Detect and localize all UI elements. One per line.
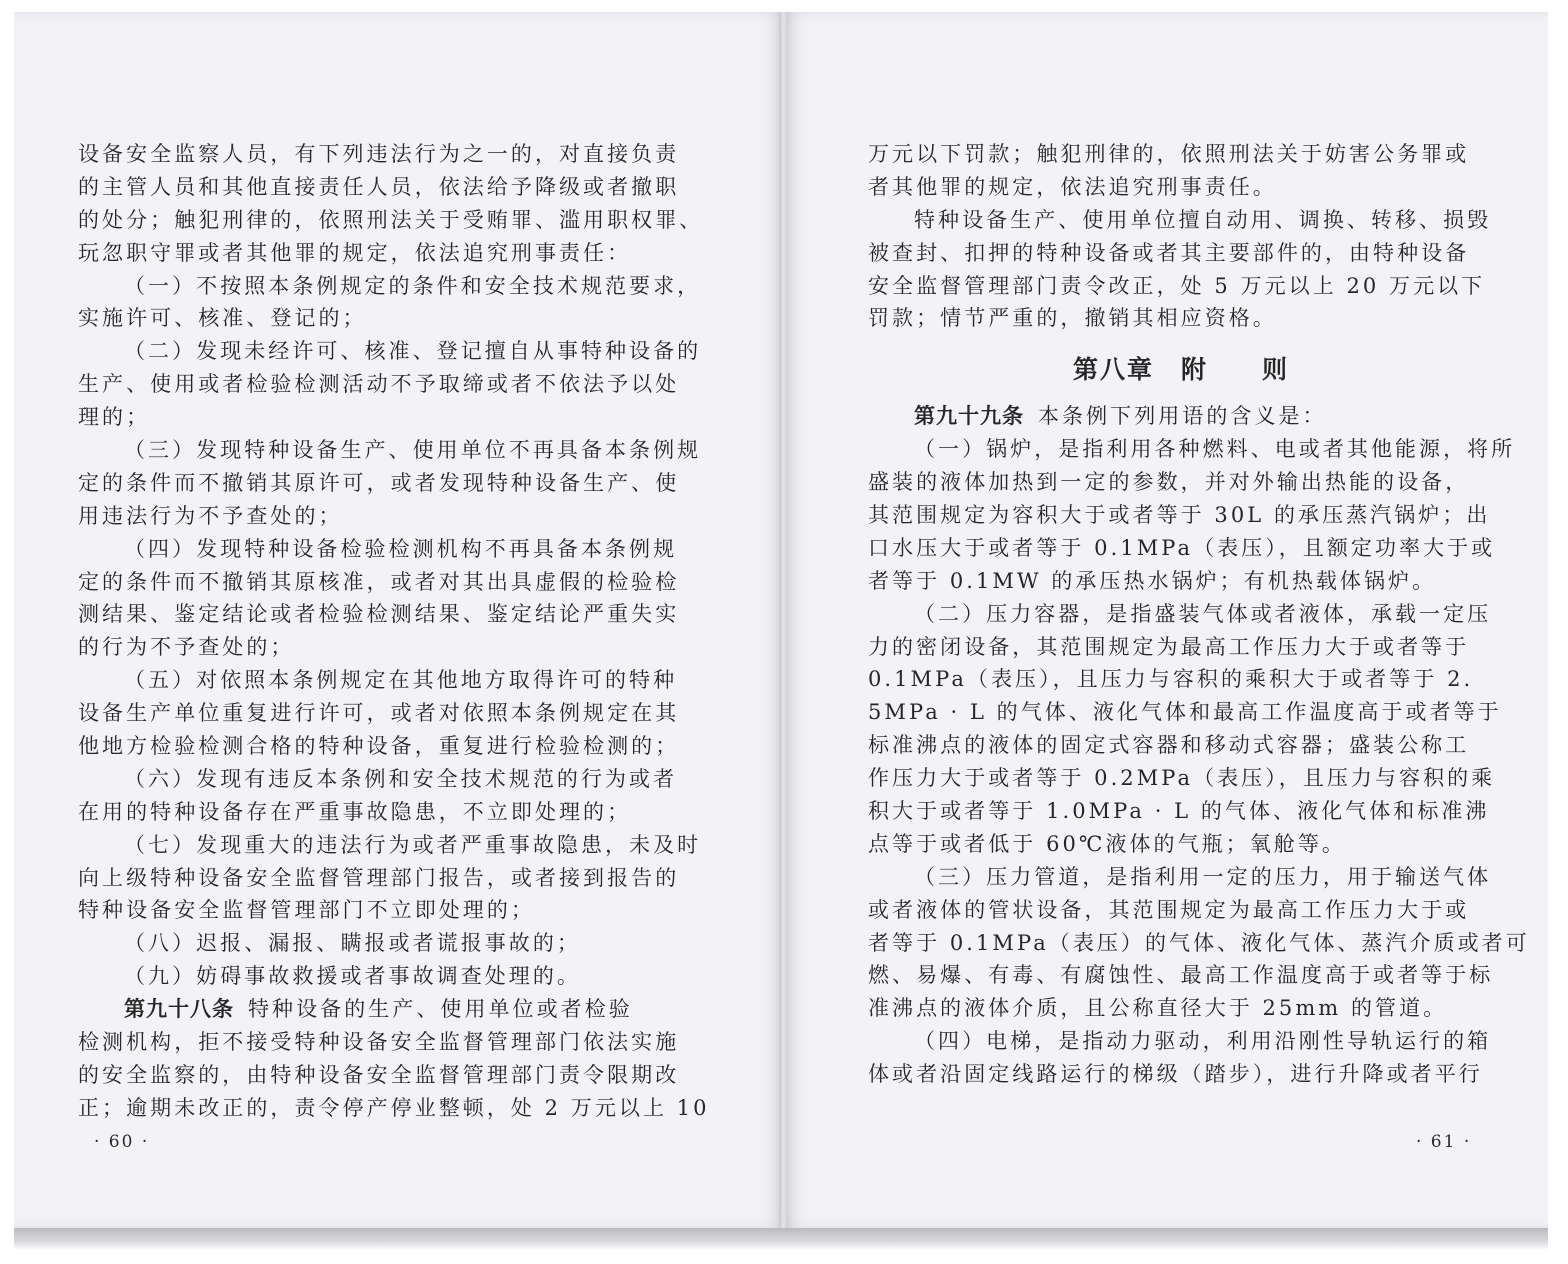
- definition-boiler: （一）锅炉，是指利用各种燃料、电或者其他能源，将所: [914, 437, 1516, 462]
- right-page: [786, 12, 1548, 1228]
- bleed-through-text: [44, 108, 66, 135]
- text-line: 检测机构，拒不接受特种设备安全监督管理部门依法实施: [78, 1030, 680, 1055]
- text-line: 他地方检验检测合格的特种设备，重复进行检验检测的；: [78, 734, 680, 759]
- list-item-8: （八）迟报、漏报、瞒报或者谎报事故的；: [124, 931, 581, 956]
- text-line: 标准沸点的液体的固定式容器和移动式容器；盛装公称工: [868, 733, 1470, 758]
- right-page-text: [868, 138, 1530, 1091]
- chapter-title: 第八章 附 则: [1072, 355, 1289, 385]
- text-line: 的行为不予查处的；: [78, 635, 295, 660]
- list-item-9: （九）妨碍事故救援或者事故调查处理的。: [124, 964, 581, 989]
- article-98-first-line: [78, 993, 710, 1026]
- text-line: 其范围规定为容积大于或者等于 30L 的承压蒸汽锅炉；出: [868, 503, 1491, 528]
- paragraph-start: 特种设备生产、使用单位擅自动用、调换、转移、损毁: [914, 207, 1492, 232]
- definition-pressure-pipeline: （三）压力管道，是指利用一定的压力，用于输送气体: [914, 864, 1492, 889]
- text-line: 定的条件而不撤销其原核准，或者对其出具虚假的检验检: [78, 569, 680, 594]
- text-line: 点等于或者低于 60℃液体的气瓶；氧舱等。: [868, 831, 1346, 856]
- text-line: 在用的特种设备存在严重事故隐患，不立即处理的；: [78, 799, 632, 824]
- list-item-2: （二）发现未经许可、核准、登记擅自从事特种设备的: [124, 339, 702, 364]
- definition-elevator: （四）电梯，是指动力驱动，利用沿刚性导轨运行的箱: [914, 1029, 1492, 1054]
- list-item-4: （四）发现特种设备检验检测机构不再具备本条例规: [124, 536, 678, 561]
- text-line: 被查封、扣押的特种设备或者其主要部件的，由特种设备: [868, 240, 1470, 265]
- text-line: 用违法行为不予查处的；: [78, 503, 343, 528]
- text-line: 积大于或者等于 1.0MPa · L 的气体、液化气体和标准沸: [868, 799, 1490, 824]
- text-line: 罚款；情节严重的，撤销其相应资格。: [868, 306, 1277, 331]
- text-line: 盛装的液体加热到一定的参数，并对外输出热能的设备，: [868, 470, 1470, 495]
- text-line: 准沸点的液体介质，且公称直径大于 25mm 的管道。: [868, 996, 1448, 1021]
- text-line: 燃、易爆、有毒、有腐蚀性、最高工作温度高于或者等于标: [868, 963, 1494, 988]
- text-line: 作压力大于或者等于 0.2MPa（表压），且压力与容积的乘: [868, 766, 1496, 791]
- text-line: 定的条件而不撤销其原许可，或者发现特种设备生产、使: [78, 470, 680, 495]
- list-item-6: （六）发现有违反本条例和安全技术规范的行为或者: [124, 766, 678, 791]
- text-line: 力的密闭设备，其范围规定为最高工作压力大于或者等于: [868, 634, 1470, 659]
- article-98-title: 第九十八条: [124, 997, 234, 1022]
- article-99-title: 第九十九条: [914, 404, 1024, 429]
- text-line: 设备安全监察人员，有下列违法行为之一的，对直接负责: [78, 142, 680, 166]
- article-99-first-line: [868, 400, 1494, 433]
- definition-pressure-vessel: （二）压力容器，是指盛装气体或者液体，承载一定压: [914, 601, 1492, 626]
- text-line: 0.1MPa（表压），且压力与容积的乘积大于或者等于 2.: [868, 667, 1474, 692]
- text-line: 者等于 0.1MPa（表压）的气体、液化气体、蒸汽介质或者可: [868, 930, 1530, 955]
- text-line: 理的；: [78, 405, 151, 430]
- text-line: 生产、使用或者检验检测活动不予取缔或者不依法予以处: [78, 372, 680, 397]
- text-line: 测结果、鉴定结论或者检验检测结果、鉴定结论严重失实: [78, 602, 680, 627]
- text-line: 5MPa · L 的气体、液化气体和最高工作温度高于或者等于: [868, 700, 1502, 725]
- text-line: 向上级特种设备安全监督管理部门报告，或者接到报告的: [78, 865, 680, 890]
- text-line: 实施许可、核准、登记的；: [78, 306, 367, 331]
- list-item-7: （七）发现重大的违法行为或者严重事故隐患，未及时: [124, 832, 702, 857]
- text-line: 特种设备安全监督管理部门不立即处理的；: [78, 898, 535, 923]
- text-line: 的处分；触犯刑律的，依照刑法关于受贿罪、滥用职权罪、: [78, 207, 704, 232]
- text-line: 者等于 0.1MW 的承压热水锅炉；有机热载体锅炉。: [868, 568, 1437, 593]
- left-page: [14, 12, 782, 1228]
- page-number-left: · 60 ·: [94, 1132, 150, 1152]
- text-line: 的主管人员和其他直接责任人员，依法给予降级或者撤职: [78, 174, 680, 199]
- list-item-5: （五）对依照本条例规定在其他地方取得许可的特种: [124, 668, 678, 693]
- text-line: 万元以下罚款；触犯刑律的，依照刑法关于妨害公务罪或: [868, 142, 1470, 166]
- article-98-text: 特种设备的生产、使用单位或者检验: [248, 997, 633, 1022]
- text-line: 的安全监察的，由特种设备安全监督管理部门责令限期改: [78, 1062, 680, 1087]
- list-item-1: （一）不按照本条例规定的条件和安全技术规范要求，: [124, 273, 702, 298]
- page-bottom-edge-shadow: [14, 1228, 1548, 1250]
- text-line: 安全监督管理部门责令改正，处 5 万元以上 20 万元以下: [868, 273, 1486, 298]
- text-line: 设备生产单位重复进行许可，或者对依照本条例规定在其: [78, 701, 680, 726]
- list-item-3: （三）发现特种设备生产、使用单位不再具备本条例规: [124, 438, 702, 463]
- text-line: 玩忽职守罪或者其他罪的规定，依法追究刑事责任：: [78, 240, 632, 265]
- article-99-intro: 本条例下列用语的含义是：: [1038, 404, 1327, 429]
- page-number-right: · 61 ·: [1416, 1132, 1472, 1152]
- text-line: 口水压大于或者等于 0.1MPa（表压），且额定功率大于或: [868, 535, 1496, 560]
- text-line: 者其他罪的规定，依法追究刑事责任。: [868, 174, 1277, 199]
- left-page-text: [78, 138, 710, 1125]
- text-line: 正；逾期未改正的，责令停产停业整顿，处 2 万元以上 10: [78, 1095, 710, 1120]
- text-line: 体或者沿固定线路运行的梯级（踏步），进行升降或者平行: [868, 1062, 1483, 1087]
- text-line: 或者液体的管状设备，其范围规定为最高工作压力大于或: [868, 897, 1470, 922]
